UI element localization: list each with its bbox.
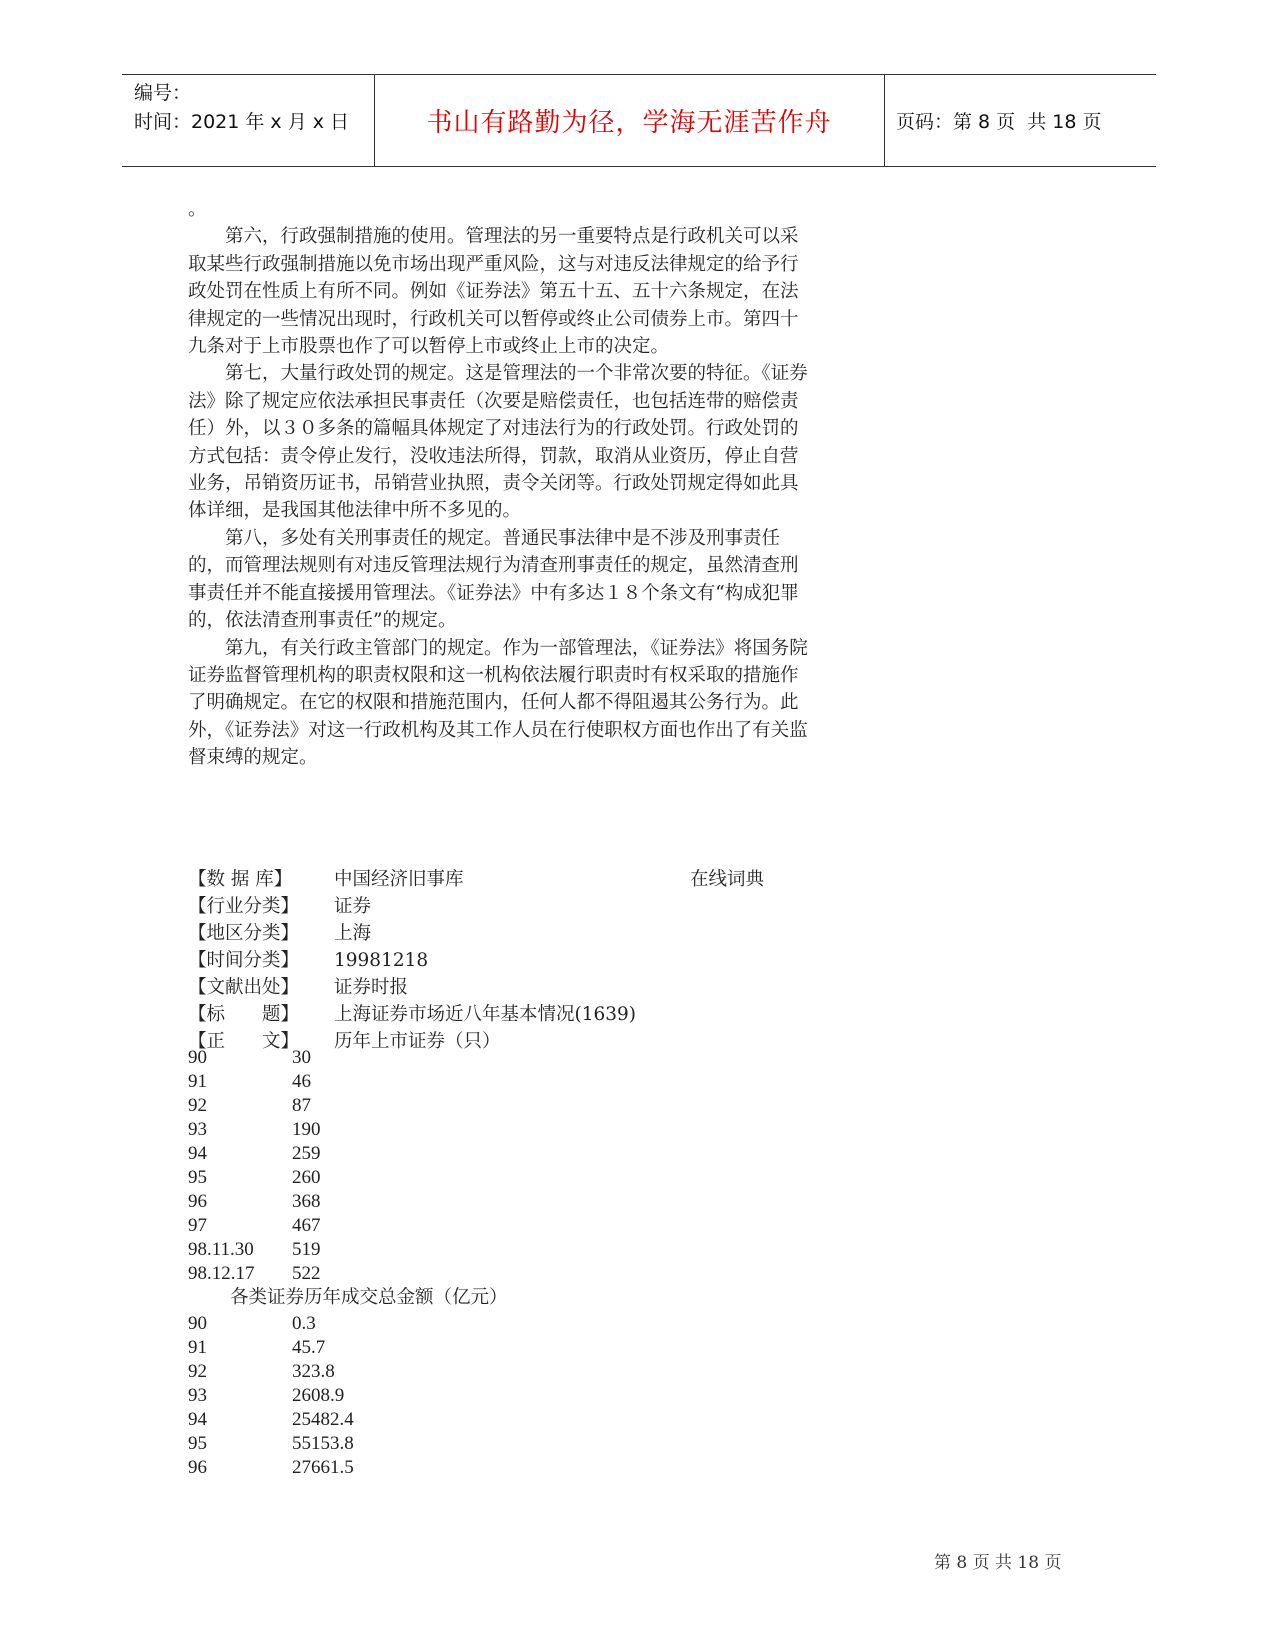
value-cell: 55153.8	[292, 1433, 354, 1454]
meta-key: 【地区分类】	[188, 923, 300, 944]
year-cell: 94	[188, 1409, 207, 1430]
meta-value: 中国经济旧事库	[334, 869, 464, 890]
meta-row	[188, 866, 828, 893]
value-cell: 45.7	[292, 1337, 326, 1358]
year-cell: 94	[188, 1143, 207, 1164]
table-row	[188, 1094, 588, 1118]
header-divider-left	[374, 75, 375, 166]
year-cell: 90	[188, 1313, 207, 1334]
turnover-title: 各类证券历年成交总金额（亿元）	[230, 1287, 508, 1308]
page-header	[122, 74, 1156, 167]
value-cell: 0.3	[292, 1313, 316, 1334]
meta-row	[188, 893, 828, 920]
table-row	[188, 1360, 588, 1384]
value-cell: 323.8	[292, 1361, 335, 1382]
year-cell: 93	[188, 1385, 207, 1406]
table-row	[188, 1166, 588, 1190]
table-row	[188, 1336, 588, 1360]
header-page-label: 页码：第 8 页 共 18 页	[896, 111, 1102, 133]
paragraph-6: 第六，行政强制措施的使用。管理法的另一重要特点是行政机关可以采取某些行政强制措施以免市场出现严重风险，这与对违反法律规定的给予行政处罚在性质上有所不同。例如《证券法》第五十五、五十六条规定，在法律规定的一些情况出现时，行政机关可以暂停或终止公司债券上市。第四十九条对于上市股票也作了可以暂停上市或终止上市的决定。	[188, 226, 799, 358]
table-row	[188, 1214, 588, 1238]
page-footer: 第 8 页 共 18 页	[934, 1553, 1062, 1573]
document-time-label: 时间：2021 年 x 月 x 日	[134, 111, 350, 133]
value-cell: 2608.9	[292, 1385, 345, 1406]
table-row	[188, 1190, 588, 1214]
meta-key: 【数 据 库】	[188, 869, 293, 890]
meta-value: 19981218	[334, 950, 429, 971]
year-cell: 97	[188, 1215, 207, 1236]
table-row	[188, 1238, 588, 1262]
table-row	[188, 1046, 588, 1070]
meta-value: 上海证券市场近八年基本情况(1639)	[334, 1004, 637, 1025]
table-row	[188, 1070, 588, 1094]
statistics-tables	[188, 1046, 588, 1480]
listed-securities-table	[188, 1046, 588, 1286]
year-cell: 90	[188, 1047, 207, 1068]
year-cell: 98.11.30	[188, 1239, 254, 1260]
meta-row	[188, 1001, 828, 1028]
year-cell: 93	[188, 1119, 207, 1140]
value-cell: 522	[292, 1263, 321, 1284]
year-cell: 96	[188, 1457, 207, 1478]
meta-row	[188, 920, 828, 947]
value-cell: 260	[292, 1167, 321, 1188]
meta-value: 历年上市证券（只）	[334, 1031, 501, 1052]
header-page-number	[884, 75, 1102, 166]
value-cell: 519	[292, 1239, 321, 1260]
paragraph-9: 第九，有关行政主管部门的规定。作为一部管理法，《证券法》将国务院证券监督管理机构的职责权限和这一机构依法履行职责时有权采取的措施作了明确规定。在它的权限和措施范围内，任何人都不得阻遏其公务行为。此外，《证券法》对这一行政机构及其工作人员在行使职权方面也作出了有关监督束缚的规定。	[188, 637, 808, 769]
year-cell: 96	[188, 1191, 207, 1212]
value-cell: 368	[292, 1191, 321, 1212]
document-number-label: 编号：	[134, 82, 192, 104]
year-cell: 91	[188, 1071, 207, 1092]
meta-value: 证券时报	[334, 977, 409, 998]
meta-value: 证券	[334, 896, 372, 917]
value-cell: 46	[292, 1071, 311, 1092]
paragraph-8: 第八，多处有关刑事责任的规定。普通民事法律中是不涉及刑事责任的，而管理法规则有对违反管理法规行为清查刑事责任的规定，虽然清查刑事责任并不能直接援用管理法。《证券法》中有多达１８个条文有“构成犯罪的，依法清查刑事责任”的规定。	[188, 527, 799, 632]
meta-key: 【文献出处】	[188, 977, 300, 998]
table-row	[188, 1456, 588, 1480]
record-metadata	[188, 866, 828, 1055]
table-row	[188, 1408, 588, 1432]
value-cell: 25482.4	[292, 1409, 354, 1430]
table-row	[188, 1384, 588, 1408]
value-cell: 259	[292, 1143, 321, 1164]
year-cell: 98.12.17	[188, 1263, 255, 1284]
meta-value: 上海	[334, 923, 372, 944]
year-cell: 92	[188, 1361, 207, 1382]
leading-mark: 。	[188, 199, 207, 220]
value-cell: 27661.5	[292, 1457, 354, 1478]
value-cell: 467	[292, 1215, 321, 1236]
table-row	[188, 1432, 588, 1456]
paragraph-7: 第七，大量行政处罚的规定。这是管理法的一个非常次要的特征。《证券法》除了规定应依法承担民事责任（次要是赔偿责任，也包括连带的赔偿责任）外，以３０多条的篇幅具体规定了对违法行为的行政处罚。行政处罚的方式包括：责令停止发行，没收违法所得，罚款，取消从业资历，停止自营业务，吊销资历证书，吊销营业执照，责令关闭等。行政处罚规定得如此具体详细，是我国其他法律中所不多见的。	[188, 363, 808, 522]
meta-row	[188, 974, 828, 1001]
table-row	[188, 1142, 588, 1166]
year-cell: 91	[188, 1337, 207, 1358]
online-dictionary-link[interactable]: 在线词典	[690, 869, 765, 890]
header-info	[134, 79, 374, 137]
year-cell: 95	[188, 1167, 207, 1188]
header-motto: 书山有路勤为径，学海无涯苦作舟	[426, 108, 832, 138]
value-cell: 30	[292, 1047, 311, 1068]
value-cell: 190	[292, 1119, 321, 1140]
meta-key: 【正 文】	[188, 1031, 300, 1052]
body-text	[188, 196, 816, 772]
turnover-table	[188, 1312, 588, 1480]
meta-key: 【行业分类】	[188, 896, 300, 917]
value-cell: 87	[292, 1095, 311, 1116]
table-row	[188, 1118, 588, 1142]
meta-key: 【标 题】	[188, 1004, 300, 1025]
table-row	[188, 1262, 588, 1286]
table-row	[188, 1312, 588, 1336]
year-cell: 92	[188, 1095, 207, 1116]
year-cell: 95	[188, 1433, 207, 1454]
meta-key: 【时间分类】	[188, 950, 300, 971]
meta-row	[188, 947, 828, 974]
